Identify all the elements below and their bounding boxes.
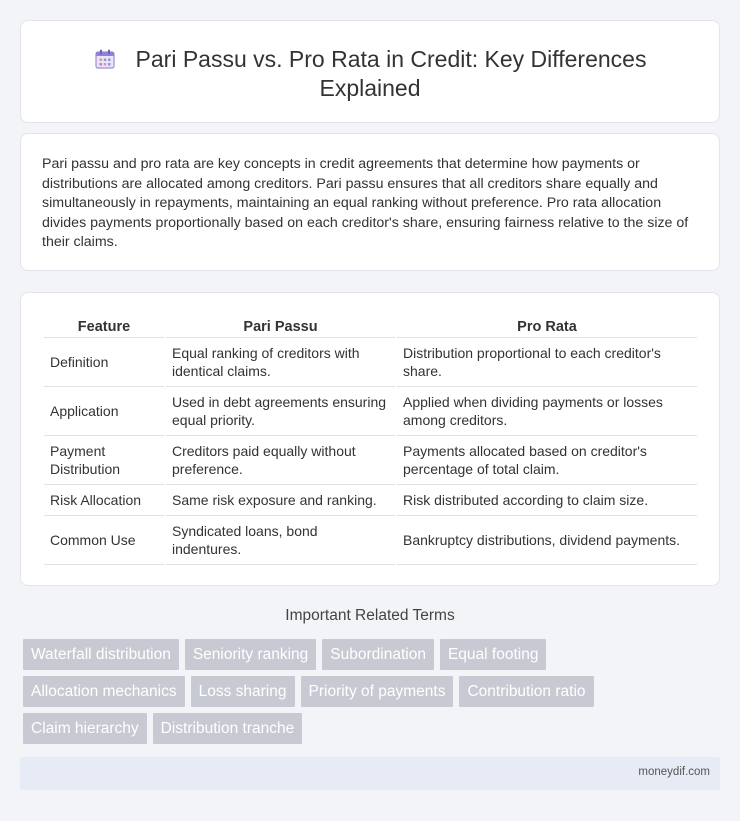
cell-feature: Payment Distribution	[44, 436, 164, 485]
comparison-table-card	[20, 292, 720, 586]
intro-paragraph: Pari passu and pro rata are key concepts in credit agreements that determine how payments or distributions are allocated among creditors. Pari passu ensures that all creditors share equally and simultaneously in repayments, maintaining an equal ranking without preference. Pro rata allocation divides payments proportionally based on each creditor's share, ensuring fairness relative to the size of their claims.	[42, 156, 689, 251]
cell-pro-rata: Distribution proportional to each creditor's share.	[397, 338, 697, 387]
cell-feature: Risk Allocation	[44, 485, 164, 516]
cell-pari-passu: Creditors paid equally without preference.	[166, 436, 395, 485]
tag-allocation-mechanics[interactable]: Allocation mechanics	[23, 676, 185, 707]
footer-site[interactable]: moneydif.com	[638, 766, 710, 778]
table-row	[44, 387, 697, 436]
table-row	[44, 485, 697, 516]
tag-loss-sharing[interactable]: Loss sharing	[191, 676, 295, 707]
cell-feature: Common Use	[44, 516, 164, 565]
title-card	[20, 20, 720, 123]
tag-priority-of-payments[interactable]: Priority of payments	[301, 676, 454, 707]
page-title: Pari Passu vs. Pro Rata in Credit: Key Differences Explained	[135, 46, 647, 101]
cell-pro-rata: Payments allocated based on creditor's percentage of total claim.	[397, 436, 697, 485]
tag-seniority-ranking[interactable]: Seniority ranking	[185, 639, 316, 670]
footer	[20, 757, 720, 790]
header-pari-passu: Pari Passu	[166, 316, 395, 338]
calendar-icon	[94, 48, 116, 70]
tag-equal-footing[interactable]: Equal footing	[440, 639, 547, 670]
cell-pari-passu: Equal ranking of creditors with identical claims.	[166, 338, 395, 387]
table-header-row	[44, 316, 697, 338]
cell-pro-rata: Bankruptcy distributions, dividend payments.	[397, 516, 697, 565]
tag-row	[23, 676, 723, 707]
tag-subordination[interactable]: Subordination	[322, 639, 434, 670]
tag-waterfall-distribution[interactable]: Waterfall distribution	[23, 639, 179, 670]
table-row	[44, 516, 697, 565]
intro-card	[20, 133, 720, 271]
tag-distribution-tranche[interactable]: Distribution tranche	[153, 713, 303, 744]
cell-pro-rata: Applied when dividing payments or losses among creditors.	[397, 387, 697, 436]
tag-claim-hierarchy[interactable]: Claim hierarchy	[23, 713, 147, 744]
page-title-wrap	[21, 45, 719, 103]
related-terms-tags	[23, 639, 723, 750]
tag-contribution-ratio[interactable]: Contribution ratio	[459, 676, 593, 707]
cell-pari-passu: Same risk exposure and ranking.	[166, 485, 395, 516]
header-feature: Feature	[44, 316, 164, 338]
comparison-table	[42, 316, 699, 565]
cell-feature: Definition	[44, 338, 164, 387]
table-row	[44, 338, 697, 387]
tag-row	[23, 639, 723, 670]
cell-feature: Application	[44, 387, 164, 436]
cell-pro-rata: Risk distributed according to claim size.	[397, 485, 697, 516]
table-row	[44, 436, 697, 485]
tag-row	[23, 713, 723, 744]
cell-pari-passu: Syndicated loans, bond indentures.	[166, 516, 395, 565]
cell-pari-passu: Used in debt agreements ensuring equal priority.	[166, 387, 395, 436]
header-pro-rata: Pro Rata	[397, 316, 697, 338]
related-terms-title: Important Related Terms	[285, 607, 455, 624]
